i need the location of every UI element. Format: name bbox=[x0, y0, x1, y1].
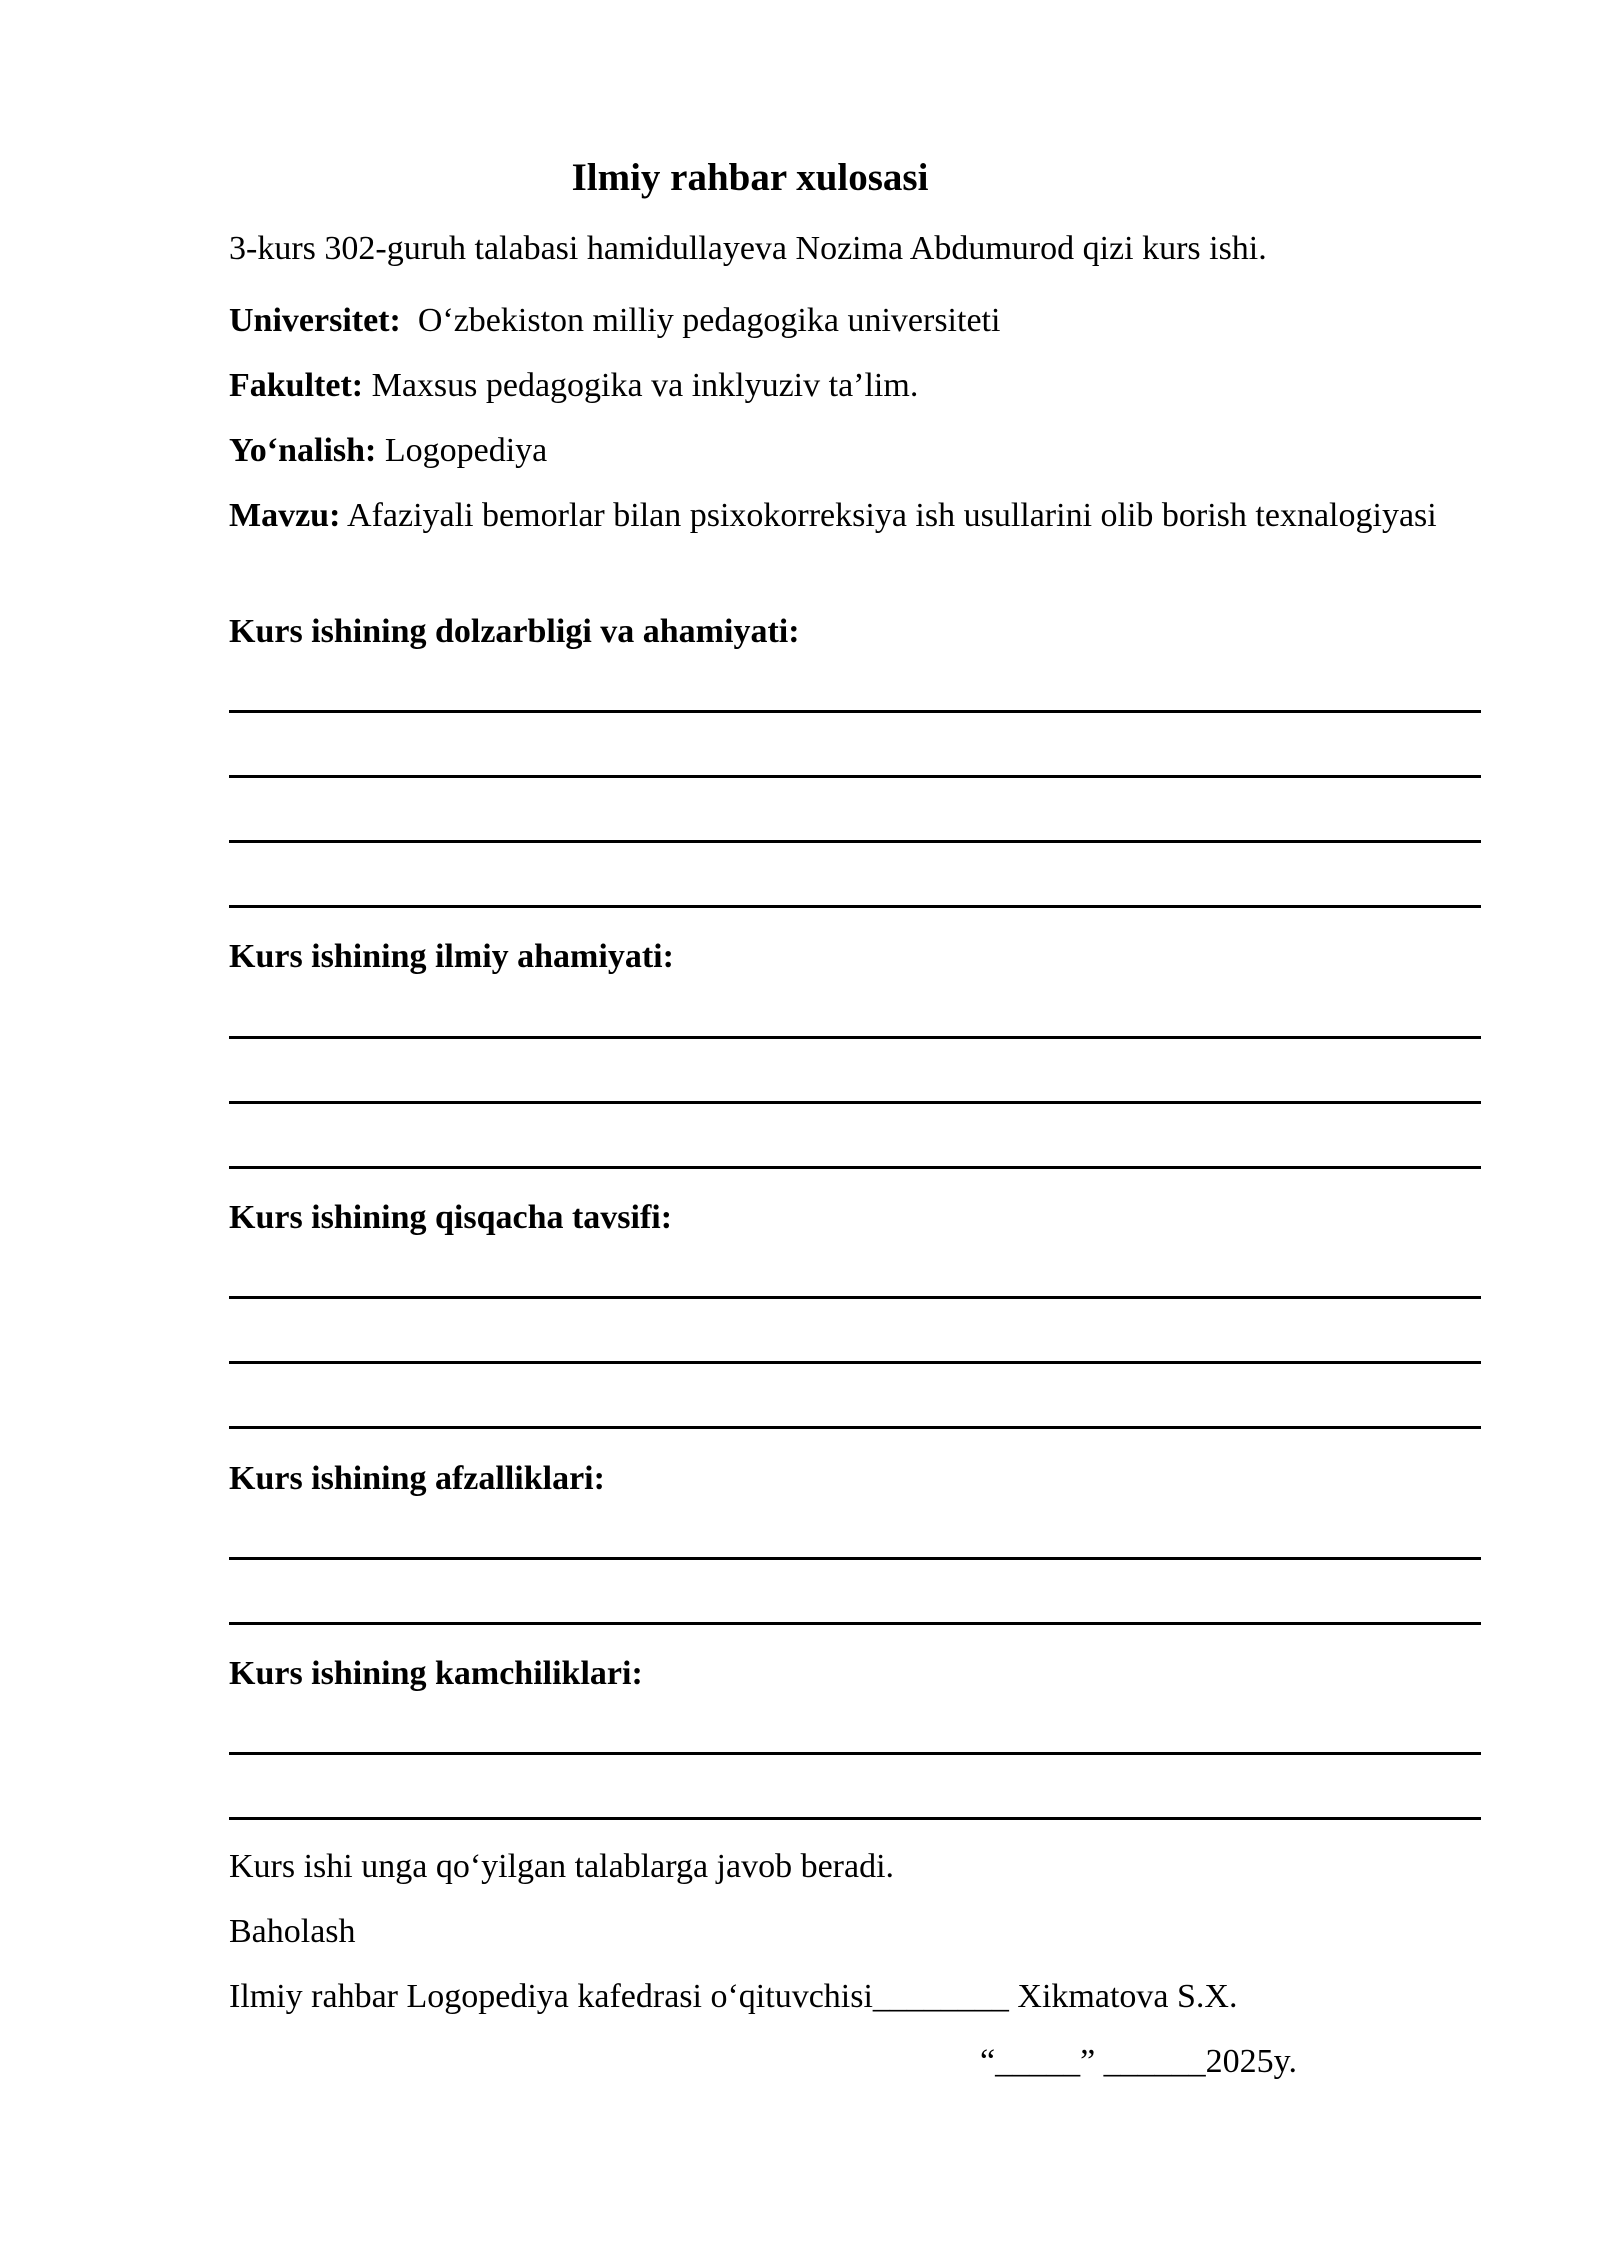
section-relevance-heading: Kurs ishining dolzarbligi va ahamiyati: bbox=[229, 613, 800, 650]
answer-line[interactable] bbox=[229, 1166, 1481, 1169]
university-label: Universitet: bbox=[229, 302, 401, 339]
direction-value: Logopediya bbox=[384, 432, 548, 469]
answer-line[interactable] bbox=[229, 1752, 1481, 1755]
faculty-label: Fakultet: bbox=[229, 367, 364, 404]
document-title: Ilmiy rahbar xulosasi bbox=[571, 156, 929, 199]
answer-line[interactable] bbox=[229, 1296, 1481, 1299]
answer-line[interactable] bbox=[229, 1036, 1481, 1039]
answer-line[interactable] bbox=[229, 1622, 1481, 1625]
university-value: O‘zbekiston milliy pedagogika universiteti bbox=[417, 302, 1001, 339]
answer-line[interactable] bbox=[229, 1361, 1481, 1364]
section-shortcomings-heading: Kurs ishining kamchiliklari: bbox=[229, 1655, 643, 1692]
intro-line: 3-kurs 302-guruh talabasi hamidullayeva Nozima Abdumurod qizi kurs ishi. bbox=[229, 230, 1267, 267]
section-scientific-heading: Kurs ishining ilmiy ahamiyati: bbox=[229, 938, 674, 975]
direction-line bbox=[229, 428, 1490, 474]
conclusion-line: Kurs ishi unga qo‘yilgan talablarga javob beradi. bbox=[229, 1848, 895, 1885]
answer-line[interactable] bbox=[229, 775, 1481, 778]
answer-line[interactable] bbox=[229, 1101, 1481, 1104]
answer-line[interactable] bbox=[229, 1817, 1481, 1820]
topic-label: Mavzu: bbox=[229, 497, 341, 534]
topic-value: Afaziyali bemorlar bilan psixokorreksiya ish usullarini olib borish texnalogiyasi bbox=[347, 497, 1437, 534]
answer-line[interactable] bbox=[229, 840, 1481, 843]
faculty-line bbox=[229, 363, 1490, 409]
grading-line: Baholash bbox=[229, 1913, 356, 1950]
answer-line[interactable] bbox=[229, 1426, 1481, 1429]
section-summary-heading: Kurs ishining qisqacha tavsifi: bbox=[229, 1199, 673, 1236]
faculty-value: Maxsus pedagogika va inklyuziv ta’lim. bbox=[371, 367, 919, 404]
answer-line[interactable] bbox=[229, 905, 1481, 908]
answer-line[interactable] bbox=[229, 1557, 1481, 1560]
university-line bbox=[229, 298, 1490, 344]
answer-line[interactable] bbox=[229, 710, 1481, 713]
direction-label: Yo‘nalish: bbox=[229, 432, 377, 469]
section-advantages-heading: Kurs ishining afzalliklari: bbox=[229, 1460, 605, 1497]
date-line: “_____” ______2025y. bbox=[980, 2043, 1297, 2080]
signature-line: Ilmiy rahbar Logopediya kafedrasi o‘qituvchisi________ Xikmatova S.X. bbox=[229, 1978, 1238, 2015]
topic-line bbox=[229, 492, 1485, 540]
